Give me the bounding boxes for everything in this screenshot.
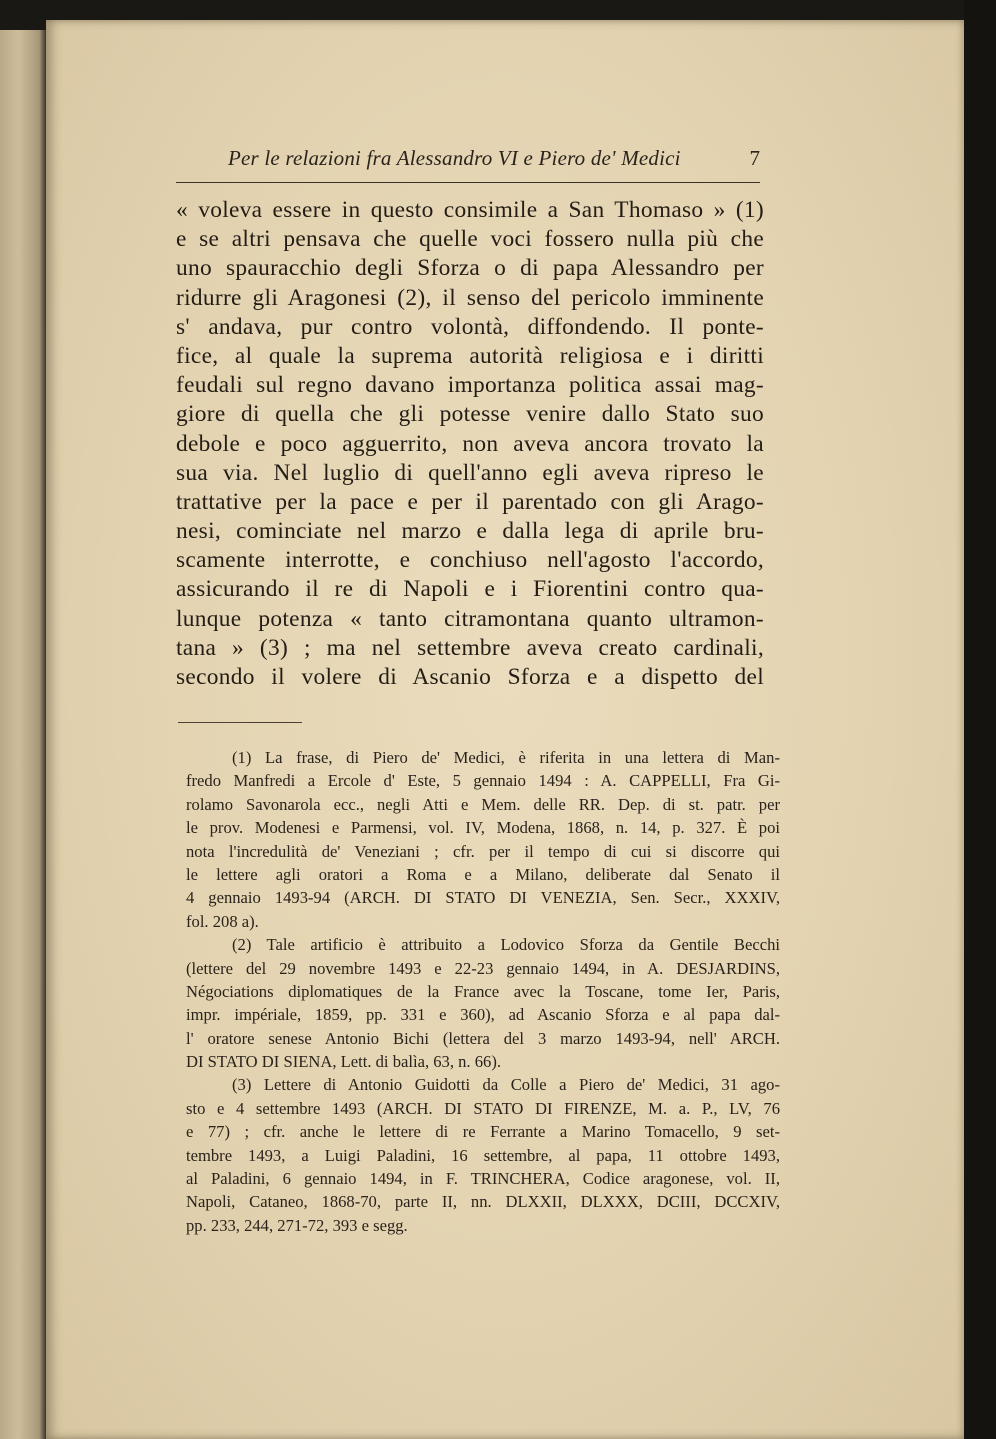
body-text (176, 196, 764, 692)
body-line: s' andava, pur contro volontà, diffondendo. Il ponte- (176, 313, 764, 340)
body-line: lunque potenza « tanto citramontana quanto ultramon- (176, 605, 764, 632)
body-line: secondo il volere di Ascanio Sforza e a dispetto del (176, 664, 764, 690)
footnote-line: (1) La frase, di Piero de' Medici, è riferita in una lettera di Man- (232, 748, 780, 767)
footnote-line: Négociations diplomatiques de la France avec la Toscane, tome Ier, Paris, (186, 981, 780, 1001)
body-line: uno spauracchio degli Sforza o di papa Alessandro per (176, 255, 764, 282)
footnote-line: DI STATO DI SIENA, Lett. di balìa, 63, n. 66). (186, 1052, 501, 1072)
footnote-line: 4 gennaio 1493-94 (ARCH. DI STATO DI VENEZIA, Sen. Secr., XXXIV, (186, 888, 780, 908)
body-line: scamente interrotte, e conchiuso nell'agosto l'accordo, (176, 547, 764, 574)
footnote-line: impr. impériale, 1859, pp. 331 e 360), ad Ascanio Sforza e al papa dal- (186, 1005, 780, 1025)
body-line: debole e poco agguerrito, non aveva ancora trovato la (176, 430, 764, 457)
footnote-separator (178, 722, 302, 723)
page-header (176, 144, 760, 183)
footnote-line: fol. 208 a). (186, 911, 259, 931)
body-line: « voleva essere in questo consimile a San Thomaso » (1) (176, 197, 764, 223)
footnote-line: e 77) ; cfr. anche le lettere di re Ferrante a Marino Tomacello, 9 set- (186, 1122, 780, 1142)
footnote-line: (lettere del 29 novembre 1493 e 22-23 gennaio 1494, in A. DESJARDINS, (186, 958, 780, 978)
body-line: assicurando il re di Napoli e i Fiorentini contro qua- (176, 576, 764, 603)
footnote-line: fredo Manfredi a Ercole d' Este, 5 gennaio 1494 : A. CAPPELLI, Fra Gi- (186, 771, 780, 791)
body-line: ridurre gli Aragonesi (2), il senso del pericolo imminente (176, 284, 764, 311)
page-number: 7 (749, 146, 760, 170)
footnote-line: (3) Lettere di Antonio Guidotti da Colle a Piero de' Medici, 31 ago- (232, 1075, 780, 1095)
body-line: e se altri pensava che quelle voci fossero nulla più che (176, 226, 764, 253)
footnote-line: tembre 1493, a Luigi Paladini, 16 settembre, al papa, 11 ottobre 1493, (186, 1145, 780, 1165)
footnote-line: le lettere agli oratori a Roma e a Milano, deliberate dal Senato il (186, 864, 780, 884)
footnote-line: pp. 233, 244, 271-72, 393 e segg. (186, 1215, 408, 1235)
footnote-line: rolamo Savonarola ecc., negli Atti e Mem. delle RR. Dep. di st. patr. per (186, 794, 780, 814)
footnote-line: le prov. Modenesi e Parmensi, vol. IV, Modena, 1868, n. 14, p. 327. È poi (186, 818, 780, 838)
footnotes (186, 746, 780, 1237)
body-line: tana » (3) ; ma nel settembre aveva creato cardinali, (176, 634, 764, 661)
footnote-line: nota l'incredulità de' Veneziani ; cfr. per il tempo di cui si discorre qui (186, 841, 780, 861)
left-page-edge (0, 30, 46, 1439)
body-line: sua via. Nel luglio di quell'anno egli aveva ripreso le (176, 459, 764, 486)
body-line: nesi, cominciate nel marzo e dalla lega di aprile bru- (176, 518, 764, 545)
footnote-line: Napoli, Cataneo, 1868-70, parte II, nn. DLXXII, DLXXX, DCIII, DCCXIV, (186, 1192, 780, 1212)
body-line: fice, al quale la suprema autorità religiosa e i diritti (176, 342, 764, 369)
scan-border (964, 0, 996, 1439)
footnote-line: (2) Tale artificio è attribuito a Lodovico Sforza da Gentile Becchi (232, 935, 780, 955)
body-line: trattative per la pace e per il parentado con gli Arago- (176, 488, 764, 515)
body-line: feudali sul regno davano importanza politica assai mag- (176, 372, 764, 399)
running-title: Per le relazioni fra Alessandro VI e Piero de' Medici (228, 146, 681, 170)
body-line: giore di quella che gli potesse venire dallo Stato suo (176, 401, 764, 428)
footnote-line: sto e 4 settembre 1493 (ARCH. DI STATO DI FIRENZE, M. a. P., LV, 76 (186, 1098, 780, 1118)
footnote-line: al Paladini, 6 gennaio 1494, in F. TRINCHERA, Codice aragonese, vol. II, (186, 1169, 780, 1189)
footnote-line: l' oratore senese Antonio Bichi (lettera del 3 marzo 1493-94, nell' ARCH. (186, 1028, 780, 1048)
